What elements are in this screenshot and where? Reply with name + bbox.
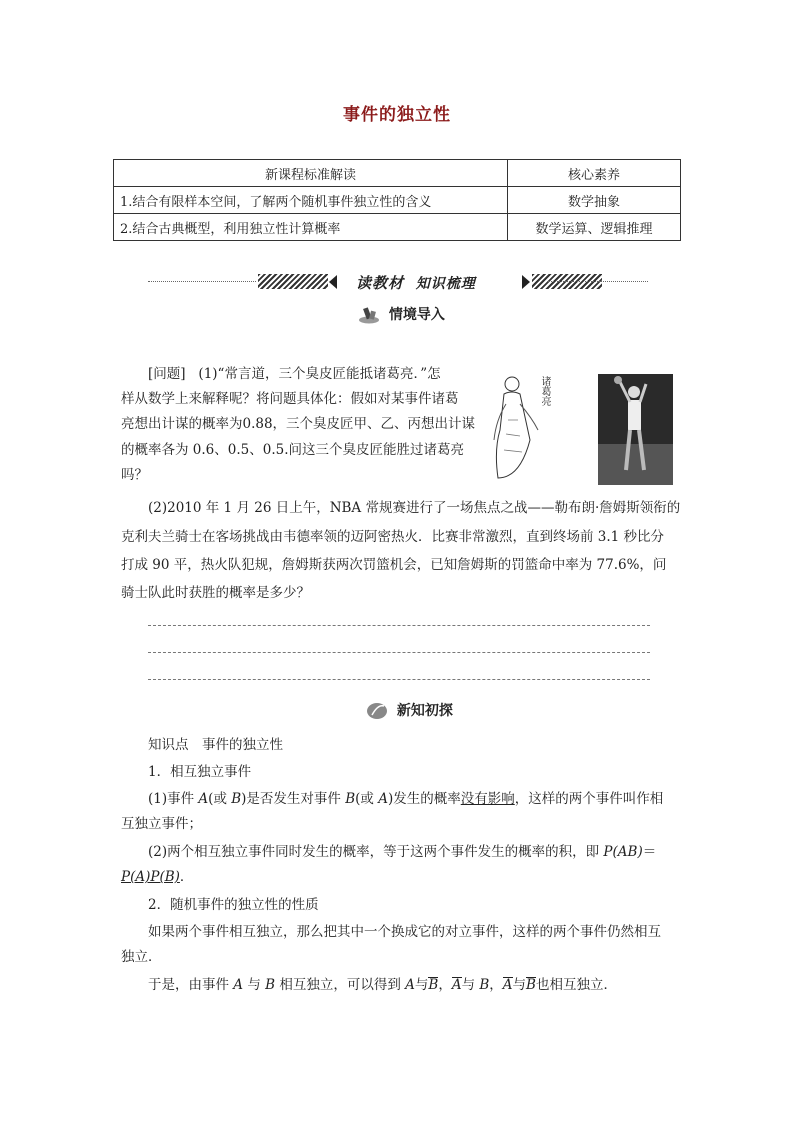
zhuge-liang-illustration [490,370,550,482]
problem-line: (2)2010 年 1 月 26 日上午，NBA 常规赛进行了一场焦点之战——勒布朗·詹姆斯领衔的 [148,500,681,516]
table-row [114,187,681,214]
problem-line [148,362,441,387]
knowledge-text: 互独立事件； [121,816,202,832]
figure-caption: 诸葛亮 [539,376,550,406]
right-arrow-icon [522,275,530,289]
problem-tag: [问题] [148,366,186,382]
book-pen-icon [358,306,380,324]
table-header-row [114,160,681,187]
banner-part2: 知识梳理 [415,276,476,292]
section-heading-new [366,700,453,720]
table-cell: 1.结合有限样本空间，了解两个随机事件独立性的含义 [114,187,508,214]
table-cell: 数学抽象 [508,187,681,214]
complement-event: A [502,977,513,993]
section-heading-intro [358,304,445,324]
fill-blank-answer: P(A)P(B) [121,869,180,885]
fill-blank-answer: 没有影响 [460,791,515,807]
table-header-cell: 新课程标准解读 [114,160,508,187]
table-cell: 2.结合古典概型，利用独立性计算概率 [114,214,508,241]
answer-line [148,679,650,680]
knowledge-text: (2)两个相互独立事件同时发生的概率，等于这两个事件发生的概率的积，即 P(AB)＝ [148,844,657,860]
problem-line: 打成 90 平，热火队犯规，詹姆斯获两次罚篮机会，已知詹姆斯的罚篮命中率为 77.6%，问 [121,557,667,573]
knowledge-text: 如果两个事件相互独立，那么把其中一个换成它的对立事件，这样的两个事件仍然相互 [148,924,661,940]
section-title: 情境导入 [388,307,445,323]
page-title: 事件的独立性 [343,105,451,125]
banner-part1: 读教材 [356,274,405,292]
knowledge-text: 独立． [121,949,162,965]
striped-ribbon [258,274,328,289]
knowledge-text: 于是，由事件 A 与 B 相互独立，可以得到 A与B，A与 B，A与B也相互独立． [148,977,617,993]
standards-table [113,159,681,241]
dotted-divider [148,281,256,282]
left-arrow-icon [329,275,337,289]
section-banner [148,272,648,292]
problem-line: 吗？ [121,467,148,483]
complement-event: B [526,977,536,993]
problem-line: 的概率各为 0.6、0.5、0.5.问这三个臭皮匠能胜过诸葛亮 [121,442,464,458]
basketball-photo [598,374,673,485]
table-header-cell: 核心素养 [508,160,681,187]
answer-line [148,652,650,653]
knowledge-subheading: 2．随机事件的独立性的性质 [148,897,319,913]
answer-line [148,625,650,626]
knowledge-subheading: 1．相互独立事件 [148,764,252,780]
banner-title [356,272,476,293]
complement-event: B [428,977,439,993]
problem-line: 样从数学上来解释呢？将问题具体化：假如对某事件诸葛 [121,391,459,407]
table-cell: 数学运算、逻辑推理 [508,214,681,241]
problem-text: (1)“常言道，三个臭皮匠能抵诸葛亮．”怎 [198,366,441,382]
knowledge-text: (1)事件 A(或 B)是否发生对事件 B(或 A)发生的概率没有影响，这样的两个事件叫作相 [148,791,664,807]
problem-line: 亮想出计谋的概率为0.88，三个臭皮匠甲、乙、丙想出计谋 [121,416,476,432]
knowledge-point-title: 知识点 事件的独立性 [148,737,283,753]
problem-line: 克利夫兰骑士在客场挑战由韦德率领的迈阿密热火．比赛非常激烈，直到终场前 3.1 秒比分 [121,529,665,545]
section-title: 新知初探 [396,703,453,719]
problem-line: 骑士队此时获胜的概率是多少？ [121,585,310,601]
table-row [114,214,681,241]
basketball-player-icon [598,374,673,485]
knowledge-text: P(A)P(B)． [121,869,194,885]
complement-event: A [451,977,462,993]
leaf-icon [366,702,388,720]
dotted-divider [548,281,648,282]
